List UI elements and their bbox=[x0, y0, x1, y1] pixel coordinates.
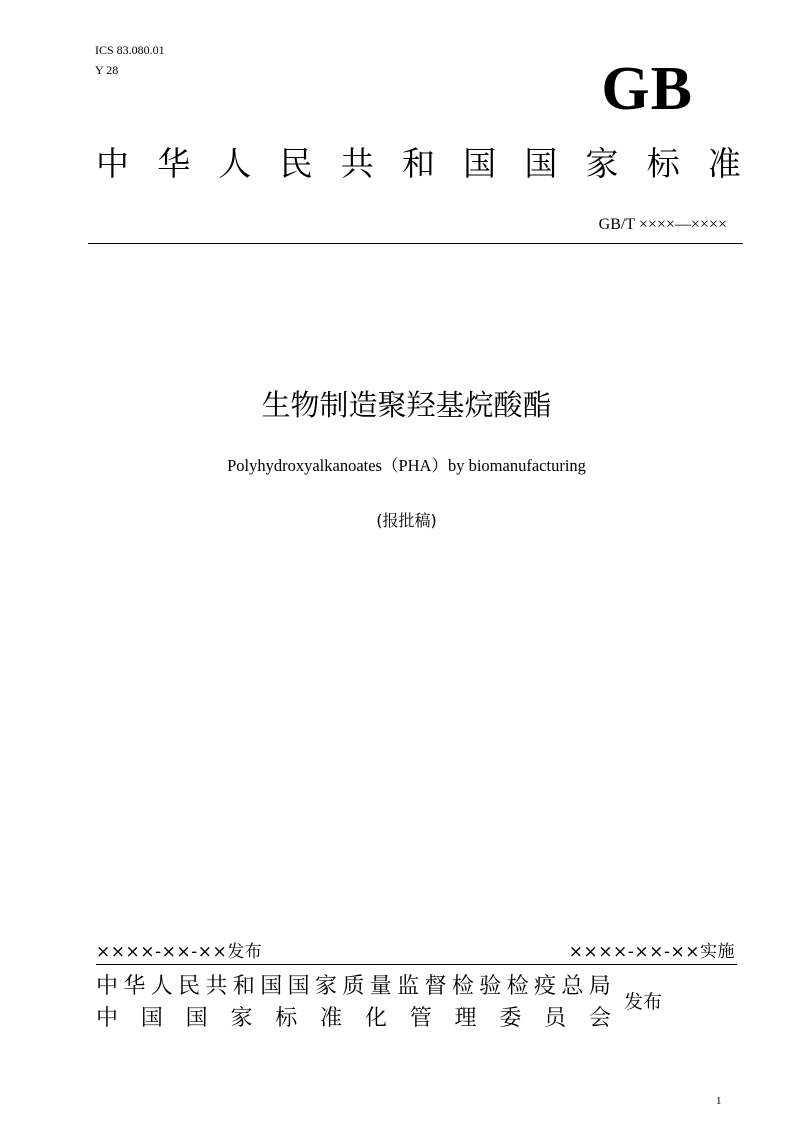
national-standard-title-char: 华 bbox=[157, 144, 191, 183]
issuer-line-2-char: 理 bbox=[454, 1006, 477, 1031]
standard-code: GB/T ××××—×××× bbox=[598, 216, 727, 233]
implement-date: ××××-××-××实施 bbox=[568, 942, 735, 962]
issuer-line-1-char: 和 bbox=[232, 974, 255, 999]
issuer-line-2 bbox=[96, 1004, 611, 1034]
issuer-line-1 bbox=[96, 972, 611, 1002]
issuer-line-1-char: 局 bbox=[588, 974, 611, 999]
issuer-line-2-char: 管 bbox=[409, 1006, 432, 1031]
issuer-line-2-char: 标 bbox=[275, 1006, 298, 1031]
ics-block bbox=[95, 40, 165, 80]
draft-status: (报批稿) bbox=[376, 511, 437, 530]
national-standard-title-char: 准 bbox=[707, 144, 741, 183]
issuer-line-1-char: 民 bbox=[178, 974, 201, 999]
document-title-en: Polyhydroxyalkanoates（PHA）by biomanufacturing bbox=[227, 456, 586, 475]
issuer-line-1-char: 检 bbox=[451, 974, 474, 999]
national-standard-title-char: 国 bbox=[524, 144, 558, 183]
issuer-line-1-char: 督 bbox=[424, 974, 447, 999]
national-standard-title-char: 标 bbox=[646, 144, 680, 183]
issuer-line-2-char: 会 bbox=[588, 1006, 611, 1031]
issue-date: ××××-××-××发布 bbox=[96, 942, 263, 962]
issuer-line-1-char: 家 bbox=[315, 974, 338, 999]
issuer-line-2-char: 化 bbox=[364, 1006, 387, 1031]
issuer-line-1-char: 质 bbox=[342, 974, 365, 999]
issuer-line-1-char: 中 bbox=[96, 974, 119, 999]
national-standard-title-char: 国 bbox=[463, 144, 497, 183]
issuer-line-2-char: 国 bbox=[185, 1006, 208, 1031]
national-standard-title-char: 共 bbox=[340, 144, 374, 183]
header-divider bbox=[88, 243, 743, 244]
issuer-line-2-char: 员 bbox=[544, 1006, 567, 1031]
national-standard-title-char: 民 bbox=[279, 144, 313, 183]
issuer-line-1-char: 国 bbox=[287, 974, 310, 999]
issuer-line-1-char: 总 bbox=[561, 974, 584, 999]
national-standard-title bbox=[96, 142, 741, 186]
issuer-line-1-char: 检 bbox=[506, 974, 529, 999]
national-standard-title-char: 家 bbox=[585, 144, 619, 183]
national-standard-title-char: 人 bbox=[218, 144, 252, 183]
national-standard-title-char: 中 bbox=[96, 144, 129, 183]
issuer-line-2-char: 准 bbox=[320, 1006, 343, 1031]
page-number: 1 bbox=[716, 1095, 722, 1107]
issuer-line-1-char: 疫 bbox=[534, 974, 557, 999]
category-code: Y 28 bbox=[95, 63, 119, 77]
issuer-line-1-char: 国 bbox=[260, 974, 283, 999]
issuer-line-2-char: 委 bbox=[499, 1006, 522, 1031]
issuer-line-1-char: 量 bbox=[369, 974, 392, 999]
issuer-line-2-char: 国 bbox=[140, 1006, 163, 1031]
issuer-line-2-char: 中 bbox=[96, 1006, 119, 1031]
issuer-line-1-char: 监 bbox=[397, 974, 420, 999]
footer-divider bbox=[96, 964, 737, 965]
ics-code: ICS 83.080.01 bbox=[95, 43, 165, 57]
publish-label: 发布 bbox=[624, 991, 663, 1013]
gb-logo: GB bbox=[601, 55, 693, 123]
issuer-line-1-char: 验 bbox=[479, 974, 502, 999]
document-title-cn: 生物制造聚羟基烷酸酯 bbox=[261, 388, 552, 422]
issuer-line-2-char: 家 bbox=[230, 1006, 253, 1031]
national-standard-title-char: 和 bbox=[401, 144, 435, 183]
issuer-line-1-char: 人 bbox=[150, 974, 173, 999]
issuer-line-1-char: 共 bbox=[205, 974, 228, 999]
issuer-line-1-char: 华 bbox=[123, 974, 146, 999]
